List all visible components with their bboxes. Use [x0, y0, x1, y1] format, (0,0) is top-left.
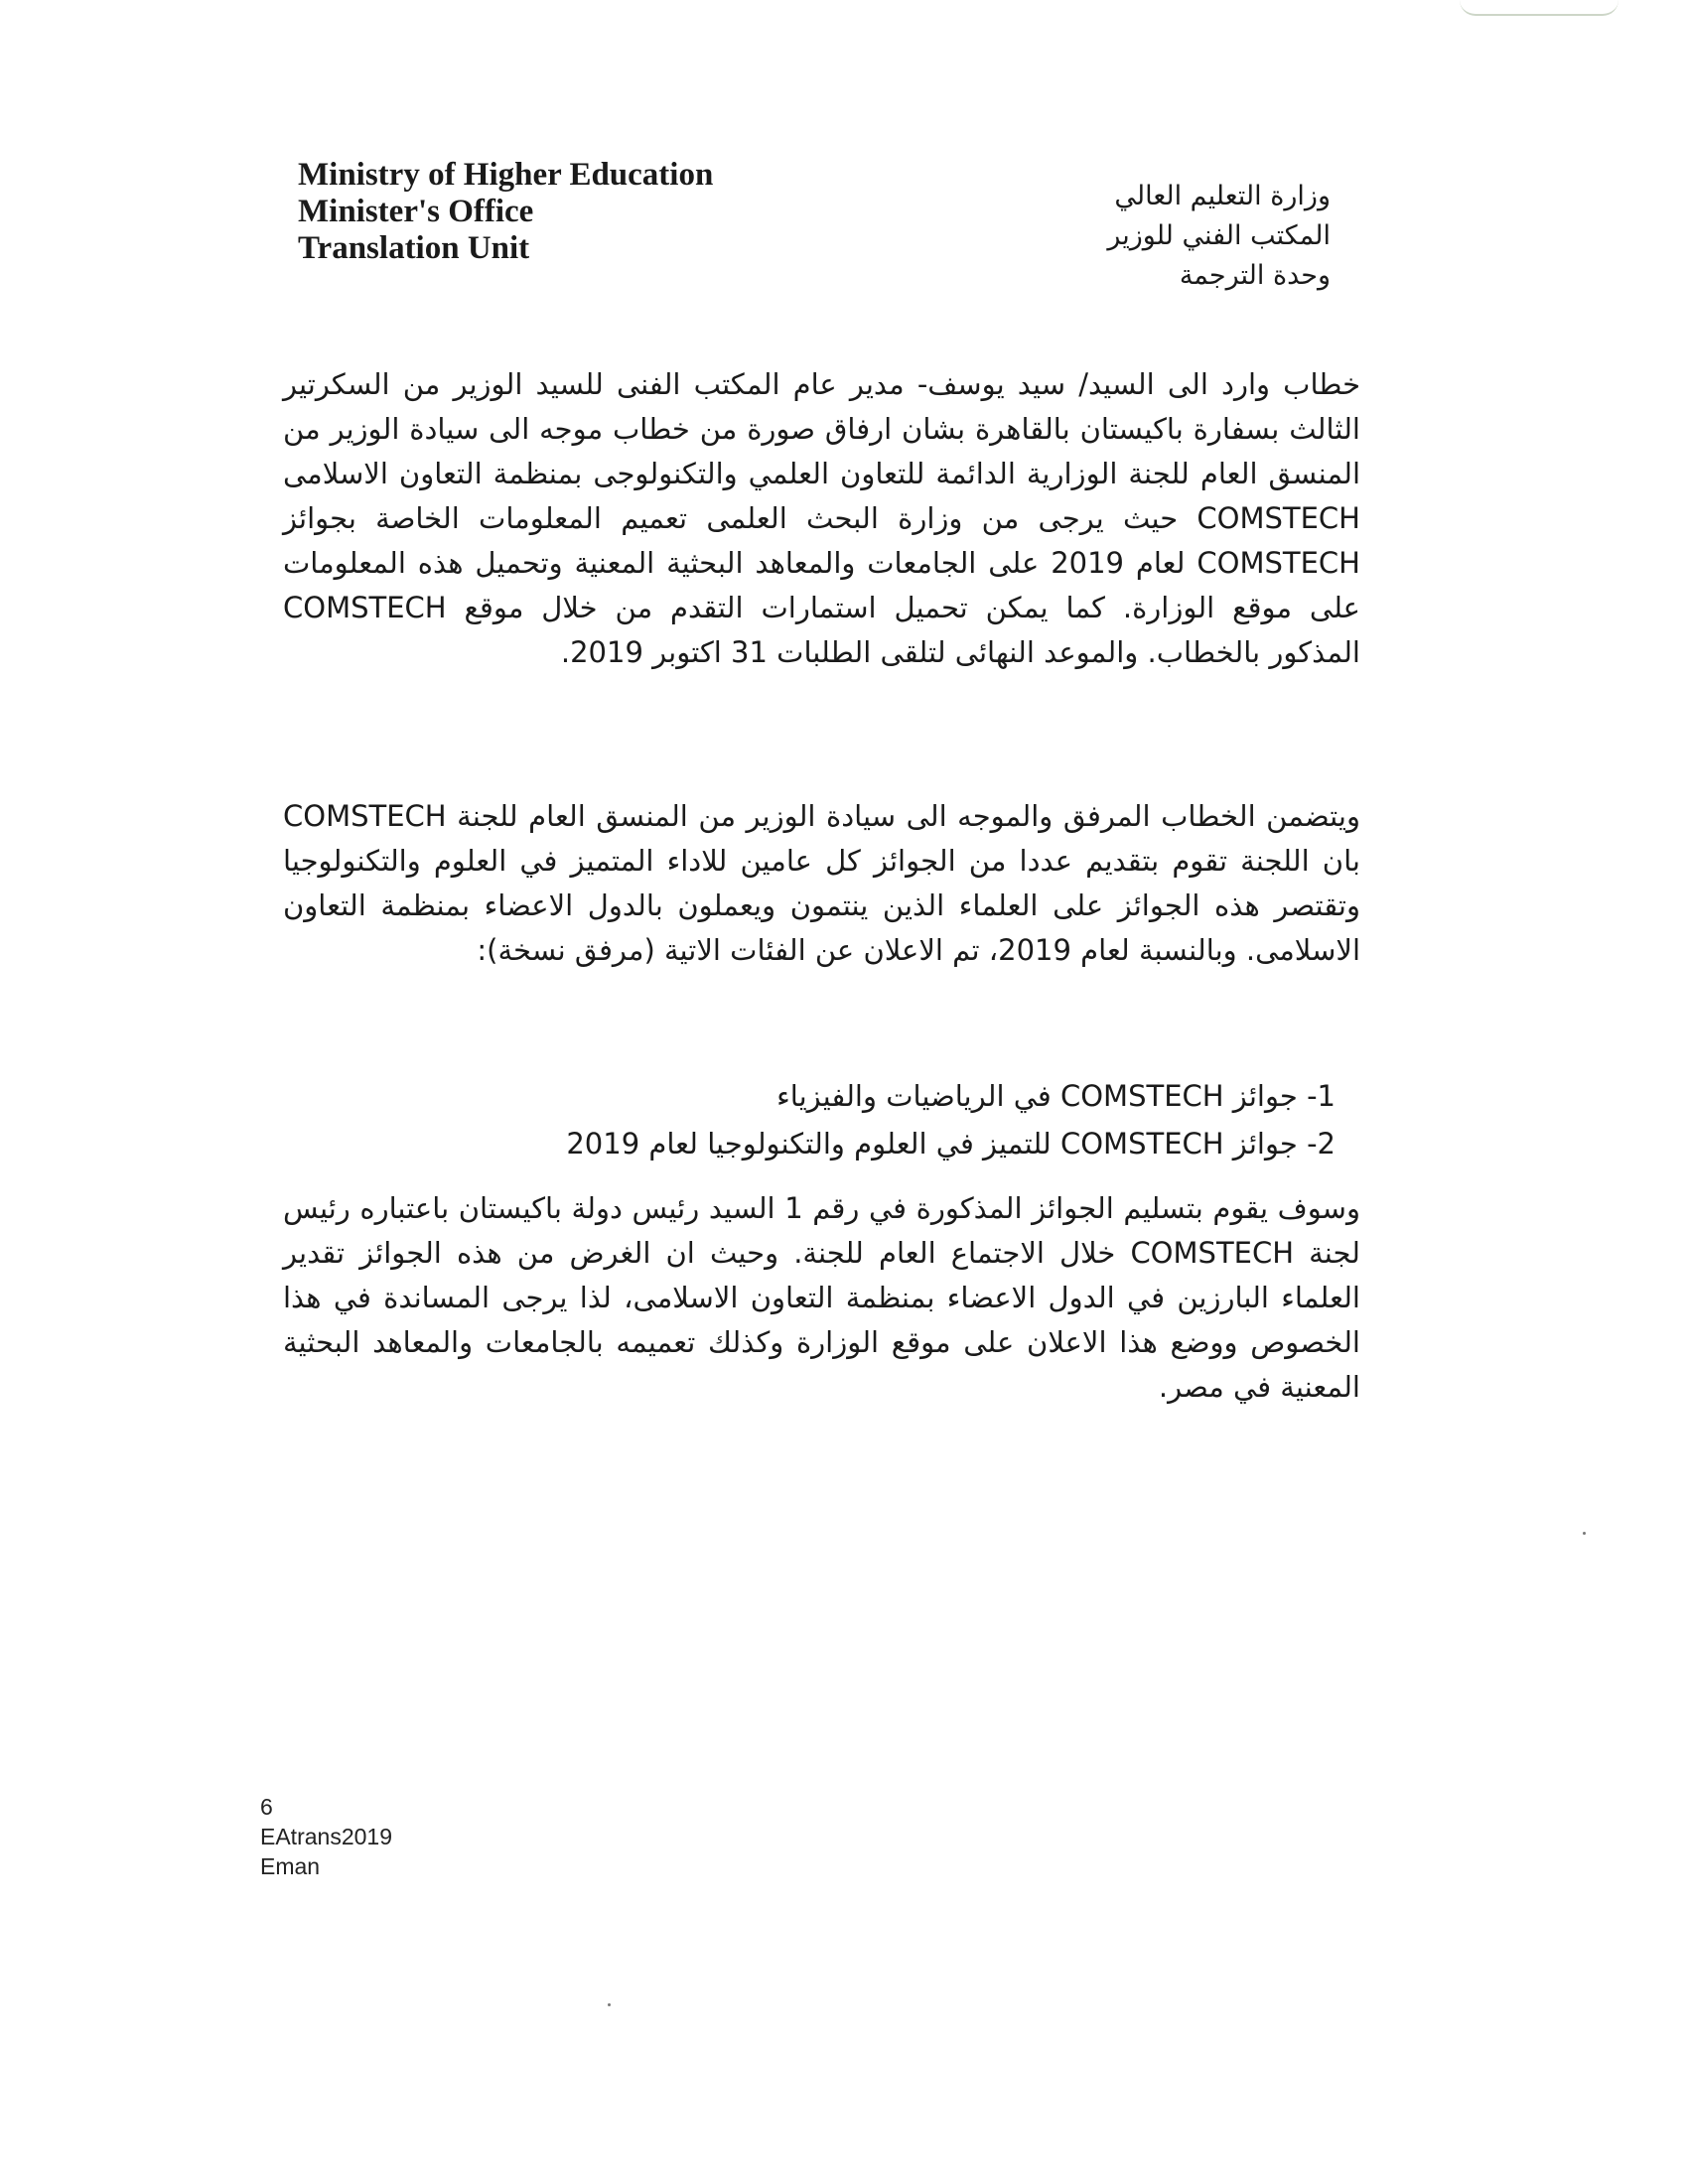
office-name-ar: المكتب الفني للوزير [1107, 220, 1331, 251]
body-paragraph-3: وسوف يقوم بتسليم الجوائز المذكورة في رقم 1 السيد رئيس دولة باكيستان باعتباره رئيس لجنة COMSTECH خلال الاجتماع العام للجنة. وحيث ان الغرض من هذه الجوائز تقدير العلماء البارزين في الدول الاعضاء بمنظمة التعاون الاسلامى، لذا يرجى المساندة في هذا الخصوص ووضع هذا الاعلان على موقع الوزارة وكذلك تعميمه بالجامعات والمعاهد البحثية المعنية في مصر. [283, 1191, 1360, 1404]
office-name-en: Minister's Office [298, 194, 534, 229]
document-reference: EAtrans2019 [260, 1824, 392, 1849]
list-item: 2- جوائز COMSTECH للتميز في العلوم والتكنولوجيا لعام 2019 [566, 1127, 1336, 1160]
english-letterhead [298, 157, 713, 267]
award-categories-list [566, 1072, 1336, 1167]
body-paragraph-1: خطاب وارد الى السيد/ سيد يوسف- مدير عام المكتب الفنى للسيد الوزير من السكرتير الثالث بسفارة باكيستان بالقاهرة بشان ارفاق صورة من خطاب موجه الى سيادة الوزير من المنسق العام للجنة الوزارية الدائمة للتعاون العلمي والتكنولوجى بمنظمة التعاون الاسلامى COMSTECH حيث يرجى من وزارة البحث العلمى تعميم المعلومات الخاصة بجوائز COMSTECH لعام 2019 على الجامعات والمعاهد البحثية المعنية وتحميل هذه المعلومات على موقع الوزارة. كما يمكن تحميل استمارات التقدم من خلال موقع COMSTECH المذكور بالخطاب. والموعد النهائى لتلقى الطلبات 31 اكتوبر 2019. [283, 367, 1360, 669]
page-footer [260, 1792, 392, 1881]
translator-name: Eman [260, 1853, 321, 1879]
page-number: 6 [260, 1794, 273, 1820]
body-paragraph-2: ويتضمن الخطاب المرفق والموجه الى سيادة الوزير من المنسق العام للجنة COMSTECH بان اللجنة تقوم بتقديم عددا من الجوائز كل عامين للاداء المتميز في العلوم والتكنولوجيا وتقتصر هذه الجوائز على العلماء الذين ينتمون ويعملون بالدول الاعضاء بمنظمة التعاون الاسلامى. وبالنسبة لعام 2019، تم الاعلان عن الفئات الاتية (مرفق نسخة): [283, 799, 1360, 967]
ministry-name-en: Ministry of Higher Education [298, 157, 714, 193]
scan-speck [1583, 1532, 1586, 1535]
arabic-letterhead [1107, 177, 1331, 296]
list-item: 1- جوائز COMSTECH في الرياضيات والفيزياء [776, 1079, 1336, 1113]
ministry-name-ar: وزارة التعليم العالي [1114, 181, 1331, 211]
unit-name-en: Translation Unit [298, 230, 530, 266]
scan-speck [608, 2003, 611, 2006]
scan-artifact [1460, 0, 1618, 16]
unit-name-ar: وحدة الترجمة [1179, 260, 1331, 291]
